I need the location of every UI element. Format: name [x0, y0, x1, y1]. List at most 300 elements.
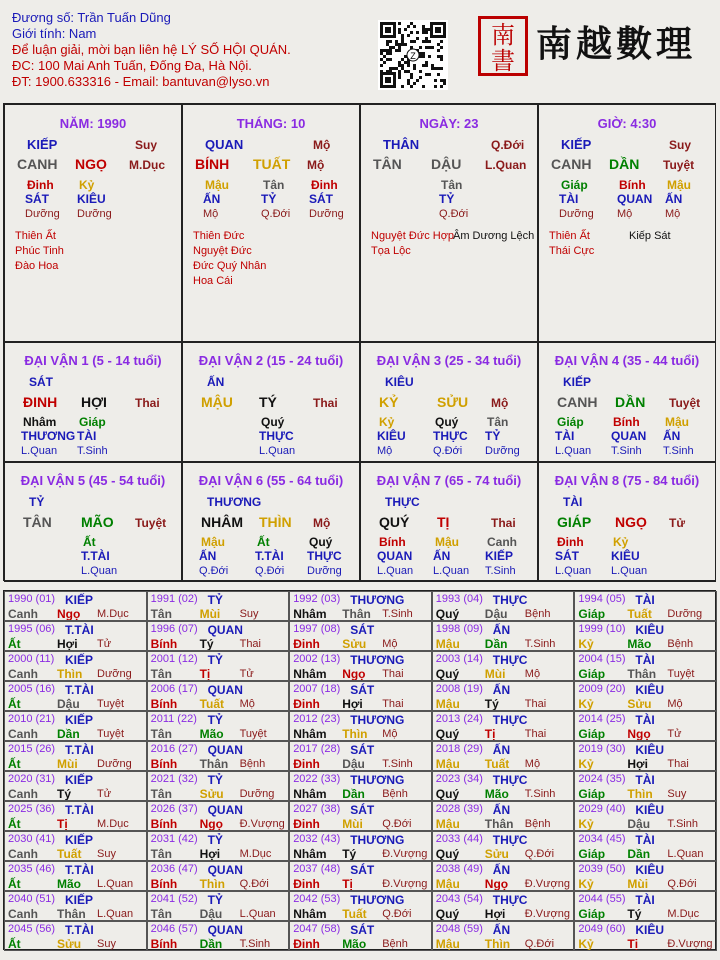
ten-god: TỶ [29, 495, 45, 509]
year-life-stage: Bệnh [239, 758, 266, 770]
year-label: 2000 (11) [8, 653, 55, 665]
star-name: Đức Quý Nhân [193, 260, 267, 272]
year-branch: Sửu [484, 847, 509, 861]
year-cell[interactable] [289, 651, 432, 681]
hidden-god: THỰC [433, 429, 468, 443]
year-label: 1993 (04) [435, 593, 483, 605]
branch-status: Tử [669, 516, 686, 530]
year-stem: Canh [8, 847, 38, 861]
year-label: 2029 (40) [578, 803, 626, 815]
year-label: 2039 (50) [578, 863, 626, 875]
year-life-stage: L.Quan [97, 878, 134, 890]
year-stem: Ất [8, 697, 21, 711]
year-cell[interactable] [147, 681, 290, 711]
year-ten-god: ẤN [492, 863, 511, 877]
year-label: 2034 (45) [578, 833, 626, 845]
branch-status: Mộ [491, 396, 509, 410]
year-label: 2019 (30) [578, 743, 626, 755]
year-stem: Nhâm [293, 667, 327, 681]
luck-period-cell[interactable] [4, 342, 182, 462]
year-branch: Thìn [484, 937, 511, 951]
year-stem: Đinh [293, 877, 320, 891]
year-cell[interactable] [574, 891, 717, 921]
year-branch: Mão [484, 787, 509, 801]
hidden-stem: Quý [261, 415, 285, 429]
contact-phone-email[interactable]: ĐT: 1900.633316 - Email: bantuvan@lyso.vn [12, 74, 270, 89]
hidden-stage: L.Quan [555, 565, 592, 577]
year-cell[interactable] [432, 711, 575, 741]
year-cell[interactable] [574, 711, 717, 741]
luck-period-cell[interactable] [360, 462, 538, 582]
year-stem: Mậu [435, 817, 460, 831]
star-name: Thiên Ất [549, 230, 590, 242]
year-cell[interactable] [432, 651, 575, 681]
year-life-stage: Q.Đới [382, 908, 412, 920]
year-life-stage: M.Dục [239, 848, 272, 860]
hidden-stem: Giáp [561, 178, 588, 192]
qr-code-icon[interactable] [378, 20, 448, 90]
year-label: 2042 (53) [293, 893, 341, 905]
luck-period-cell[interactable] [360, 342, 538, 462]
year-ten-god: TÀI [635, 893, 655, 907]
year-branch: Thìn [57, 667, 83, 681]
year-life-stage: Đ.Vượng [524, 908, 570, 920]
pillar-title: GIỜ: 4:30 [597, 116, 657, 131]
earthly-branch: THÌN [259, 514, 292, 530]
yearly-luck-table [3, 590, 716, 950]
year-life-stage: Tử [97, 788, 112, 800]
year-label: 2023 (34) [435, 773, 483, 785]
ten-god: QUAN [205, 137, 244, 152]
year-stem: Giáp [578, 727, 606, 741]
year-life-stage: Suy [97, 938, 116, 950]
year-stem: Kỷ [578, 877, 594, 891]
contact-address: ĐC: 100 Mai Anh Tuấn, Đống Đa, Hà Nội. [12, 58, 252, 73]
earthly-branch: SỬU [437, 394, 469, 410]
luck-period-cell[interactable] [182, 342, 360, 462]
year-ten-god: THỰC [492, 593, 528, 607]
year-cell[interactable] [289, 711, 432, 741]
ten-god: THÂN [383, 137, 420, 152]
year-label: 2018 (29) [435, 743, 483, 755]
hidden-stem: Mậu [201, 535, 225, 549]
year-ten-god: THƯƠNG [350, 713, 405, 727]
year-cell[interactable] [574, 651, 717, 681]
special-stars [371, 229, 454, 259]
contact-note: Để luận giải, mời bạn liên hệ LÝ SỐ HỘI QUÁN. [12, 42, 291, 57]
year-label: 2021 (32) [150, 773, 198, 785]
year-ten-god: T.TÀI [65, 923, 94, 937]
hidden-stage: Mộ [665, 208, 681, 220]
year-cell[interactable] [574, 621, 717, 651]
year-cell[interactable] [289, 741, 432, 771]
year-branch: Dần [627, 847, 651, 861]
year-ten-god: QUAN [207, 863, 243, 877]
year-cell[interactable] [432, 831, 575, 861]
year-ten-god: T.TÀI [65, 683, 94, 697]
year-cell[interactable] [289, 771, 432, 801]
year-branch: Hợi [57, 637, 78, 651]
branch-status: Thai [135, 396, 160, 410]
year-cell[interactable] [574, 861, 717, 891]
ten-god: KIẾP [563, 375, 592, 389]
year-cell[interactable] [574, 681, 717, 711]
hidden-stage: L.Quan [433, 565, 470, 577]
year-branch: Thân [484, 817, 514, 831]
hidden-god: TỶ [439, 192, 455, 206]
hidden-stage: L.Quan [555, 445, 592, 457]
star-name: Tọa Lộc [371, 245, 411, 257]
year-cell[interactable] [147, 591, 290, 621]
year-branch: Sửu [342, 637, 367, 651]
year-life-stage: L.Quan [97, 908, 134, 920]
pillar-cell[interactable] [360, 104, 538, 342]
hidden-stem: Kỷ [379, 415, 395, 429]
hidden-stem: Quý [435, 415, 459, 429]
heavenly-stem: CANH [551, 156, 592, 172]
year-ten-god: KIÊU [635, 863, 665, 877]
year-stem: Tân [150, 667, 172, 681]
special-star-extra: Kiếp Sát [629, 230, 671, 242]
year-branch: Mùi [199, 607, 221, 621]
year-cell[interactable] [574, 801, 717, 831]
hidden-stage: Q.Đới [433, 445, 463, 457]
year-cell[interactable] [289, 681, 432, 711]
year-life-stage: Thai [382, 698, 404, 710]
year-life-stage: Tuyệt [97, 698, 125, 710]
luck-title: ĐẠI VẬN 6 (55 - 64 tuổi) [198, 473, 344, 488]
year-cell[interactable] [432, 621, 575, 651]
year-cell[interactable] [432, 861, 575, 891]
year-branch: Tị [57, 817, 68, 831]
hidden-god: KIÊU [77, 192, 106, 206]
year-cell[interactable] [432, 771, 575, 801]
year-label: 1998 (09) [435, 623, 483, 635]
year-ten-god: SÁT [350, 683, 375, 697]
year-stem: Canh [8, 907, 38, 921]
year-life-stage: Đ.Vượng [524, 878, 570, 890]
year-life-stage: Mộ [524, 758, 541, 770]
year-stem: Kỷ [578, 937, 594, 951]
year-cell[interactable] [289, 921, 432, 951]
ten-god: THỰC [385, 495, 420, 509]
luck-period-cell[interactable] [182, 462, 360, 582]
year-ten-god: THỰC [492, 893, 528, 907]
year-stem: Kỷ [578, 697, 594, 711]
year-cell[interactable] [147, 831, 290, 861]
year-life-stage: Q.Đới [524, 938, 555, 950]
year-label: 2004 (15) [578, 653, 626, 665]
year-cell[interactable] [4, 891, 147, 921]
hidden-stage: Q.Đới [255, 565, 285, 577]
year-ten-god: KIẾP [65, 593, 94, 607]
year-ten-god: TÀI [635, 713, 655, 727]
year-label: 2041 (52) [150, 893, 198, 905]
year-life-stage: T.Sinh [667, 818, 698, 830]
year-cell[interactable] [4, 621, 147, 651]
year-life-stage: M.Dục [97, 818, 129, 830]
year-branch: Thân [627, 667, 657, 681]
year-life-stage: Mộ [382, 638, 398, 650]
year-stem: Bính [150, 937, 178, 951]
year-branch: Mão [627, 637, 652, 651]
year-cell[interactable] [432, 591, 575, 621]
year-label: 2036 (47) [150, 863, 198, 875]
year-cell[interactable] [4, 651, 147, 681]
branch-status: Thai [491, 516, 516, 530]
year-cell[interactable] [4, 681, 147, 711]
year-cell[interactable] [574, 831, 717, 861]
year-branch: Mùi [342, 817, 363, 831]
year-cell[interactable] [147, 771, 290, 801]
luck-title: ĐẠI VẬN 8 (75 - 84 tuổi) [554, 473, 700, 488]
hidden-stem: Ất [257, 535, 270, 549]
year-stem: Giáp [578, 607, 606, 621]
year-cell[interactable] [147, 921, 290, 951]
hidden-stem: Tân [263, 178, 285, 192]
year-label: 1996 (07) [150, 623, 198, 635]
year-life-stage: Q.Đới [667, 878, 697, 890]
year-branch: Tý [342, 847, 357, 861]
life-stage: Mộ [313, 138, 331, 152]
year-label: 2045 (56) [8, 923, 56, 935]
year-branch: Tuất [199, 697, 225, 711]
year-life-stage: Q.Đới [239, 878, 269, 890]
earthly-branch: DẦN [615, 394, 646, 410]
hidden-god: T.TÀI [255, 549, 284, 563]
year-stem: Mậu [435, 637, 460, 651]
year-branch: Tý [627, 907, 642, 921]
year-stem: Kỷ [578, 757, 594, 771]
year-ten-god: T.TÀI [65, 863, 94, 877]
luck-period-cell[interactable] [4, 462, 182, 582]
life-stage: Q.Đới [491, 138, 525, 152]
year-ten-god: THỰC [492, 713, 528, 727]
hidden-stem: Ất [83, 535, 96, 549]
year-branch: Ngọ [484, 877, 509, 891]
hidden-stem: Đinh [311, 178, 338, 192]
year-life-stage: Suy [97, 848, 116, 860]
ten-god: THƯƠNG [207, 495, 262, 509]
year-branch: Ngọ [627, 727, 651, 741]
year-branch: Dậu [57, 697, 80, 711]
hidden-stage: Dưỡng [559, 208, 594, 220]
branch-status: Tuyệt [135, 516, 167, 530]
hidden-stem: Nhâm [23, 415, 57, 429]
year-cell[interactable] [289, 801, 432, 831]
year-life-stage: Mộ [239, 698, 255, 710]
year-cell[interactable] [4, 711, 147, 741]
year-stem: Tân [150, 727, 172, 741]
year-label: 1995 (06) [8, 623, 56, 635]
year-cell[interactable] [432, 891, 575, 921]
year-cell[interactable] [147, 711, 290, 741]
hidden-stem: Đinh [557, 535, 584, 549]
year-label: 2048 (59) [435, 923, 483, 935]
year-cell[interactable] [4, 591, 147, 621]
year-stem: Nhâm [293, 727, 327, 741]
red-seal-logo: 南 書 [478, 16, 528, 76]
year-stem: Ất [8, 757, 21, 771]
year-cell[interactable] [289, 861, 432, 891]
hidden-stage: L.Quan [377, 565, 414, 577]
year-stem: Giáp [578, 847, 606, 861]
year-label: 2032 (43) [293, 833, 341, 845]
year-stem: Nhâm [293, 907, 327, 921]
hidden-stage: L.Quan [611, 565, 648, 577]
chart-grid [3, 103, 716, 581]
year-cell[interactable] [147, 741, 290, 771]
year-branch: Sửu [57, 937, 82, 951]
year-life-stage: Mộ [524, 668, 541, 680]
heavenly-stem: GIÁP [557, 514, 592, 530]
year-branch: Tý [484, 697, 499, 711]
year-cell[interactable] [4, 741, 147, 771]
earthly-branch: NGỌ [75, 156, 107, 172]
luck-period-cell[interactable] [538, 342, 716, 462]
year-cell[interactable] [289, 891, 432, 921]
year-branch: Tị [199, 667, 211, 681]
year-ten-god: TỶ [207, 593, 223, 607]
hidden-god: THỰC [259, 429, 294, 443]
year-cell[interactable] [574, 921, 717, 951]
year-branch: Tý [57, 787, 72, 801]
heavenly-stem: BÍNH [195, 156, 230, 172]
hidden-god: SÁT [25, 192, 49, 206]
year-cell[interactable] [4, 921, 147, 951]
year-branch: Dần [199, 937, 223, 951]
year-stem: Nhâm [293, 847, 327, 861]
year-life-stage: Bệnh [382, 788, 408, 800]
year-life-stage: T.Sinh [524, 638, 556, 650]
year-label: 2044 (55) [578, 893, 626, 905]
year-stem: Bính [150, 757, 178, 771]
owner-gender: Giới tính: Nam [12, 26, 97, 41]
pillar-cell[interactable] [4, 104, 182, 342]
hidden-god: SÁT [309, 192, 333, 206]
hidden-stem: Đinh [27, 178, 54, 192]
year-cell[interactable] [289, 621, 432, 651]
year-cell[interactable] [4, 831, 147, 861]
year-stem: Mậu [435, 877, 460, 891]
year-branch: Tuất [57, 847, 82, 861]
year-ten-god: T.TÀI [65, 803, 94, 817]
year-cell[interactable] [574, 591, 717, 621]
branch-status: M.Dục [129, 158, 165, 172]
year-cell[interactable] [432, 801, 575, 831]
year-label: 1997 (08) [293, 623, 341, 635]
year-label: 2015 (26) [8, 743, 56, 755]
year-cell[interactable] [432, 681, 575, 711]
year-cell[interactable] [289, 591, 432, 621]
year-branch: Thìn [199, 877, 225, 891]
hidden-god: THỰC [307, 549, 342, 563]
pillar-cell[interactable] [538, 104, 716, 342]
year-cell[interactable] [147, 801, 290, 831]
hidden-stage: T.Sinh [77, 445, 108, 457]
year-stem: Kỷ [578, 637, 594, 651]
year-label: 1994 (05) [578, 593, 626, 605]
year-life-stage: M.Dục [97, 608, 129, 620]
earthly-branch: HỢI [81, 394, 107, 410]
luck-title: ĐẠI VẬN 3 (25 - 34 tuổi) [376, 353, 522, 368]
hidden-god: ẤN [663, 429, 681, 443]
year-stem: Giáp [578, 907, 606, 921]
special-stars [549, 229, 594, 259]
earthly-branch: NGỌ [615, 514, 647, 530]
heavenly-stem: KỶ [379, 394, 399, 410]
luck-period-cell[interactable] [538, 462, 716, 582]
pillar-cell[interactable] [182, 104, 360, 342]
hidden-stage: L.Quan [21, 445, 58, 457]
year-ten-god: KIÊU [635, 683, 665, 697]
year-life-stage: T.Sinh [382, 608, 413, 620]
year-branch: Sửu [199, 787, 224, 801]
hidden-stage: T.Sinh [611, 445, 642, 457]
brand-logo: 南越數理 [536, 23, 697, 65]
year-stem: Bính [150, 877, 178, 891]
year-stem: Đinh [293, 757, 320, 771]
year-life-stage: Đ.Vượng [382, 848, 428, 860]
year-stem: Quý [435, 787, 460, 801]
year-cell[interactable] [574, 771, 717, 801]
year-stem: Nhâm [293, 787, 327, 801]
year-ten-god: THƯƠNG [350, 893, 405, 907]
year-stem: Canh [8, 667, 38, 681]
year-stem: Ất [8, 937, 21, 951]
year-ten-god: TÀI [635, 833, 655, 847]
year-cell[interactable] [4, 861, 147, 891]
year-stem: Canh [8, 727, 38, 741]
hidden-god: TỶ [261, 192, 277, 206]
year-ten-god: KIÊU [635, 803, 665, 817]
hidden-stem: Kỷ [79, 178, 95, 192]
year-ten-god: ẤN [492, 803, 511, 817]
hidden-god: KIÊU [377, 429, 406, 443]
year-cell[interactable] [147, 891, 290, 921]
year-life-stage: T.Sinh [382, 758, 413, 770]
hidden-stage: Q.Đới [439, 208, 469, 220]
year-branch: Tị [342, 877, 353, 891]
year-cell[interactable] [432, 741, 575, 771]
hidden-god: T.TÀI [81, 549, 110, 563]
year-cell[interactable] [432, 921, 575, 951]
year-cell[interactable] [147, 651, 290, 681]
hidden-god: KIẾP [485, 549, 514, 563]
year-label: 2026 (37) [150, 803, 198, 815]
year-cell[interactable] [147, 621, 290, 651]
year-cell[interactable] [4, 801, 147, 831]
pillar-title: NĂM: 1990 [59, 116, 127, 131]
pillar-title: NGÀY: 23 [419, 116, 479, 131]
owner-name: Đương số: Trần Tuấn Dũng [12, 10, 171, 25]
year-life-stage: Thai [667, 758, 689, 770]
branch-status: Tuyệt [663, 158, 695, 172]
year-cell[interactable] [574, 741, 717, 771]
hidden-god: QUAN [377, 549, 413, 563]
year-ten-god: KIẾP [65, 653, 94, 667]
year-ten-god: KIẾP [65, 833, 94, 847]
year-cell[interactable] [147, 861, 290, 891]
special-star-extra: Âm Dương Lệch [453, 230, 535, 242]
year-branch: Ngọ [342, 667, 366, 681]
year-ten-god: THỰC [492, 653, 528, 667]
year-stem: Tân [150, 787, 172, 801]
year-stem: Giáp [578, 787, 606, 801]
year-ten-god: KIẾP [65, 713, 94, 727]
year-cell[interactable] [4, 771, 147, 801]
year-cell[interactable] [289, 831, 432, 861]
